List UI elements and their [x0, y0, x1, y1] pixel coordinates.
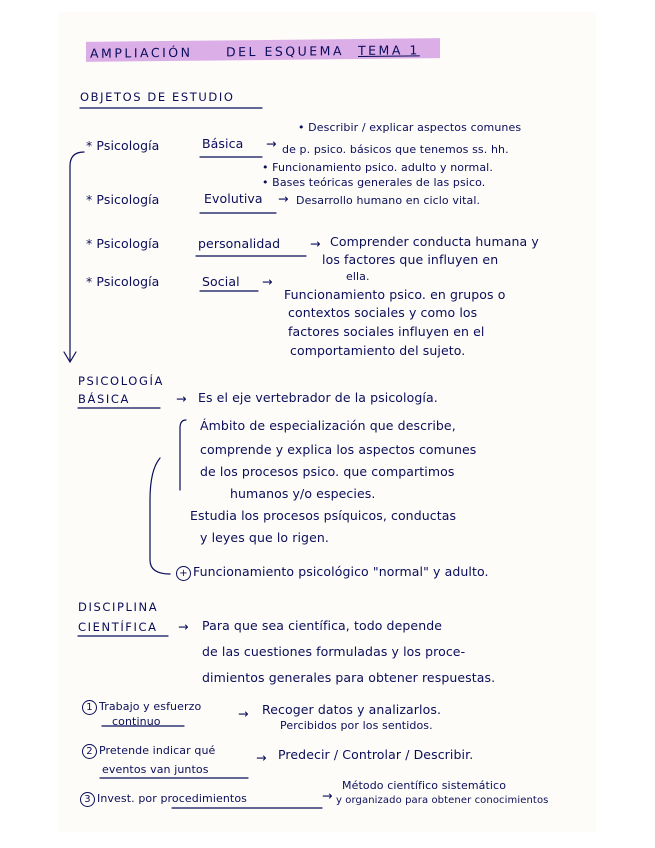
item-3-a-text: Invest. por procedimientos — [97, 792, 247, 805]
psico-basica-line-2: Ámbito de especialización que describe, — [200, 418, 456, 433]
psico-basica-line-4: de los procesos psico. que compartimos — [200, 464, 455, 479]
personalidad-label: * Psicología — [86, 236, 160, 251]
social-key: Social — [202, 274, 240, 289]
personalidad-arrow: → — [310, 236, 321, 251]
objetos-header: OBJETOS DE ESTUDIO — [80, 90, 235, 104]
title-part-2: DEL ESQUEMA — [226, 43, 345, 60]
item-2-b: eventos van juntos — [102, 763, 209, 776]
item-1-d: Percibidos por los sentidos. — [280, 719, 433, 732]
basica-key: Básica — [202, 136, 244, 151]
item-2-a-text: Pretende indicar qué — [99, 744, 216, 757]
item-2-c: Predecir / Controlar / Describir. — [278, 747, 474, 762]
basica-desc-3: • Funcionamiento psico. adulto y normal. — [262, 161, 493, 174]
item-1-a-text: Trabajo y esfuerzo — [99, 700, 202, 713]
psico-basica-arrow: → — [176, 391, 187, 406]
psico-basica-h2: BÁSICA — [78, 392, 130, 406]
social-arrow: → — [262, 274, 273, 289]
item-1-c: Recoger datos y analizarlos. — [262, 702, 442, 717]
social-label: * Psicología — [86, 274, 160, 289]
item-3-arrow: → — [322, 788, 333, 803]
personalidad-desc-1: Comprender conducta humana y — [330, 234, 539, 249]
title-part-3: TEMA 1 — [358, 42, 420, 59]
personalidad-desc-2: los factores que influyen en — [322, 252, 499, 267]
item-1-a — [82, 700, 201, 715]
evolutiva-desc: Desarrollo humano en ciclo vital. — [296, 194, 481, 207]
item-3-c: Método científico sistemático — [342, 779, 507, 792]
basica-label: * Psicología — [86, 138, 160, 153]
basica-desc-1: • Describir / explicar aspectos comunes — [298, 121, 522, 134]
psico-basica-line-8 — [176, 566, 489, 581]
page-title-highlight — [86, 38, 440, 62]
basica-arrow: → — [266, 136, 277, 151]
item-3-d: y organizado para obtener conocimientos — [336, 795, 549, 806]
number-2-icon: 2 — [82, 744, 97, 759]
item-2-a — [82, 744, 215, 759]
disciplina-arrow: → — [178, 619, 189, 634]
disciplina-h1: DISCIPLINA — [78, 600, 159, 614]
number-3-icon: 3 — [80, 792, 95, 807]
plus-icon: + — [176, 566, 191, 581]
psico-basica-line-3: comprende y explica los aspectos comunes — [200, 442, 477, 457]
personalidad-desc-3: ella. — [346, 270, 370, 283]
disciplina-h2: CIENTÍFICA — [78, 620, 158, 634]
psico-basica-line-6: Estudia los procesos psíquicos, conductas — [190, 508, 457, 523]
personalidad-key: personalidad — [198, 236, 281, 251]
title-part-1: AMPLIACIÓN — [90, 44, 193, 61]
evolutiva-arrow: → — [278, 191, 289, 206]
psico-basica-line-5: humanos y/o especies. — [230, 486, 376, 501]
disciplina-line-3: dimientos generales para obtener respuestas. — [202, 670, 496, 685]
psico-basica-line-1: Es el eje vertebrador de la psicología. — [198, 390, 438, 405]
evolutiva-label: * Psicología — [86, 192, 160, 207]
basica-desc-4: • Bases teóricas generales de las psico. — [262, 176, 486, 189]
basica-desc-2: de p. psico. básicos que tenemos ss. hh. — [282, 143, 509, 156]
psico-basica-line-8-text: Funcionamiento psicológico "normal" y adulto. — [193, 564, 489, 579]
social-desc-1: Funcionamiento psico. en grupos o — [284, 287, 506, 302]
psico-basica-h1: PSICOLOGÍA — [78, 374, 164, 388]
psico-basica-line-7: y leyes que lo rigen. — [200, 530, 329, 545]
disciplina-line-2: de las cuestiones formuladas y los proce- — [202, 644, 466, 659]
number-1-icon: 1 — [82, 700, 97, 715]
social-desc-4: comportamiento del sujeto. — [290, 343, 466, 358]
item-1-b: continuo — [112, 715, 161, 728]
social-desc-2: contextos sociales y como los — [288, 305, 478, 320]
disciplina-line-1: Para que sea científica, todo depende — [202, 618, 443, 633]
item-1-arrow: → — [238, 706, 249, 721]
item-3-a — [80, 792, 247, 807]
item-2-arrow: → — [256, 750, 267, 765]
social-desc-3: factores sociales influyen en el — [288, 324, 485, 339]
evolutiva-key: Evolutiva — [204, 191, 263, 206]
